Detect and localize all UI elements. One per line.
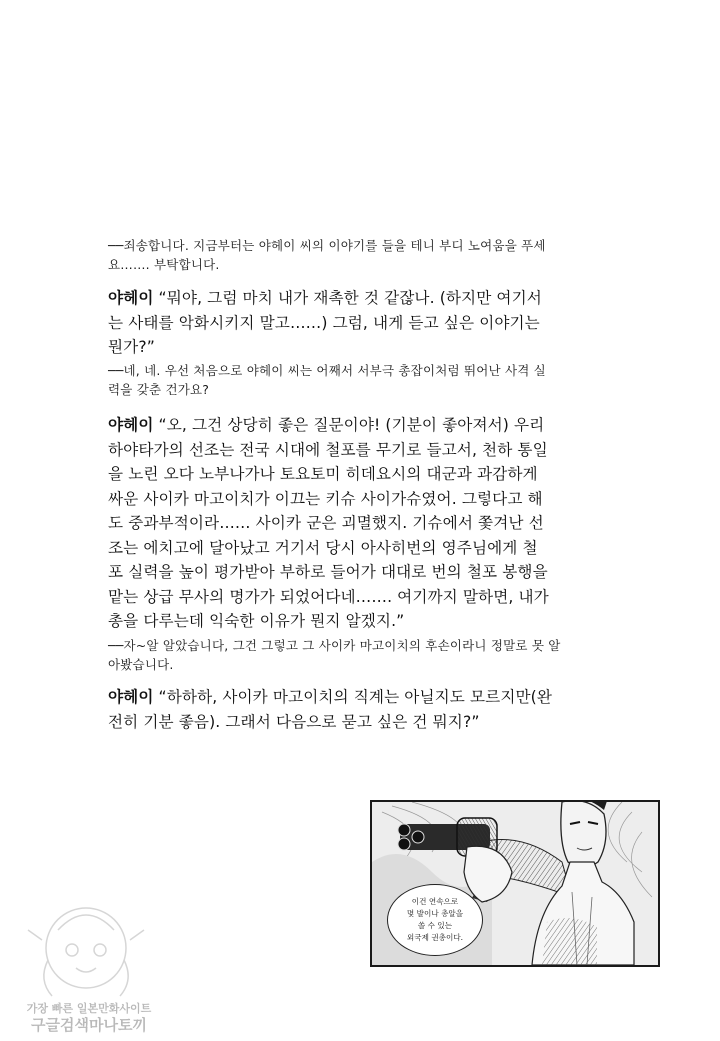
answer-line: 을 노린 오다 노부나가나 토요토미 히데요시의 대군과 과감하게	[108, 465, 538, 483]
answer-line	[108, 286, 668, 311]
answer-line: 맡는 상급 무사의 명가가 되었어다네……. 여기까지 말하면, 내가	[108, 587, 549, 606]
question-line: 요……. 부탁합니다.	[108, 257, 220, 272]
answer-text: “뭐야, 그럼 마치 내가 재촉한 것 같잖나. (하지만 여기서	[153, 289, 542, 307]
question-line: 력을 갖춘 건가요?	[108, 382, 210, 397]
answer-line	[108, 413, 668, 438]
watermark-text-top: 가장 빠른 일본만화사이트	[26, 1002, 152, 1015]
speaker-name: 야헤이	[108, 289, 154, 307]
question-1	[108, 236, 668, 274]
answer-text: “오, 그건 상당히 좋은 질문이야! (기분이 좋아져서) 우리	[153, 416, 545, 434]
answer-line: 하야타가의 선조는 전국 시대에 철포를 무기로 들고서, 천하 통일	[108, 440, 548, 459]
question-line: ──죄송합니다. 지금부터는 야헤이 씨의 이야기를 들을 테니 부디 노여움을 푸세	[108, 238, 546, 253]
bubble-line: 외국제 권총이다.	[406, 933, 464, 942]
answer-1	[108, 286, 668, 360]
answer-3	[108, 685, 668, 734]
answer-line: 는 사태를 악화시키지 말고……) 그럼, 내게 듣고 싶은 이야기는	[108, 313, 540, 332]
answer-line: 도 중과부적이라…… 사이카 군은 괴멸했지. 기슈에서 쫓겨난 선	[108, 514, 544, 532]
answer-line: 포 실력을 높이 평가받아 부하로 들어가 대대로 번의 철포 봉행을	[108, 563, 548, 581]
bubble-line: 몇 발이나 총알을	[406, 909, 464, 918]
answer-line: 조는 에치고에 달아났고 거기서 당시 아사히번의 영주님에게 철	[108, 538, 538, 557]
answer-line	[108, 685, 668, 710]
speaker-name: 야헤이	[108, 688, 154, 706]
question-3	[108, 636, 668, 674]
question-line: 아봤습니다.	[108, 657, 174, 672]
question-2	[108, 361, 668, 399]
answer-line: 싸운 사이카 마고이치가 이끄는 키슈 사이가슈였어. 그렇다고 해	[108, 489, 543, 508]
bubble-line: 쏠 수 있는	[417, 921, 453, 930]
answer-line: 전히 기분 좋음). 그래서 다음으로 묻고 싶은 건 뭐지?”	[108, 712, 480, 731]
question-line: ──자~알 알았습니다, 그건 그렇고 그 사이카 마고이치의 후손이라니 정말로 못 알	[108, 638, 561, 653]
speech-bubble	[387, 884, 483, 956]
watermark-text-bottom: 구글검색마나토끼	[31, 1016, 147, 1034]
speaker-name: 야헤이	[108, 416, 154, 434]
answer-text: “하하하, 사이카 마고이치의 직계는 아닐지도 모르지만(완	[153, 688, 553, 706]
question-line: ──네, 네. 우선 처음으로 야헤이 씨는 어째서 서부극 총잡이처럼 뛰어난 사격 실	[108, 363, 546, 378]
answer-2	[108, 413, 668, 634]
answer-line: 총을 다루는데 익숙한 이유가 뭔지 알겠지.”	[108, 612, 405, 630]
bubble-line: 이건 연속으로	[411, 897, 459, 906]
answer-line: 뭔가?”	[108, 338, 155, 356]
